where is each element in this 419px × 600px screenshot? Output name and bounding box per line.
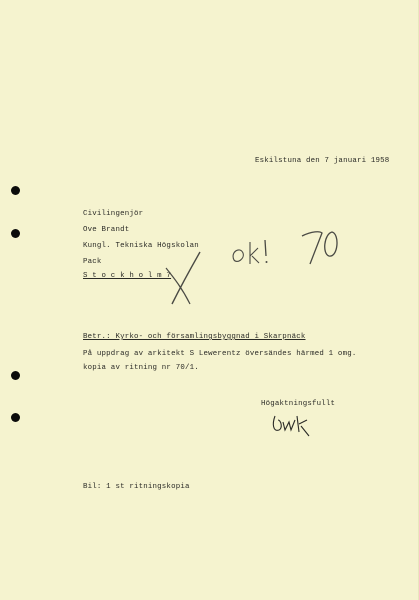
recipient-title: Civilingenjör [83, 210, 144, 218]
punch-hole [11, 371, 20, 380]
pencil-cross-mark [160, 248, 205, 310]
recipient-city: S t o c k h o l m 7 [83, 272, 172, 280]
signature-graphic [269, 410, 315, 440]
punch-hole [11, 413, 20, 422]
enclosure-note: Bil: 1 st ritningskopia [83, 483, 190, 491]
recipient-pack: Pack [83, 258, 102, 266]
punch-hole [11, 186, 20, 195]
recipient-name: Ove Brandt [83, 226, 130, 234]
body-line-2: kopia av ritning nr 70/1. [83, 364, 199, 372]
closing: Högaktningsfullt [261, 400, 336, 408]
handwritten-note-graphic [228, 222, 348, 274]
subject-line: Betr.: Kyrko- och församlingsbyggnad i Skarpnäck [83, 333, 306, 341]
punch-hole [11, 229, 20, 238]
place-date: Eskilstuna den 7 januari 1958 [255, 157, 390, 165]
recipient-institution: Kungl. Tekniska Högskolan [83, 242, 199, 250]
body-line-1: På uppdrag av arkitekt S Lewerentz översändes härmed 1 omg. [83, 350, 357, 358]
